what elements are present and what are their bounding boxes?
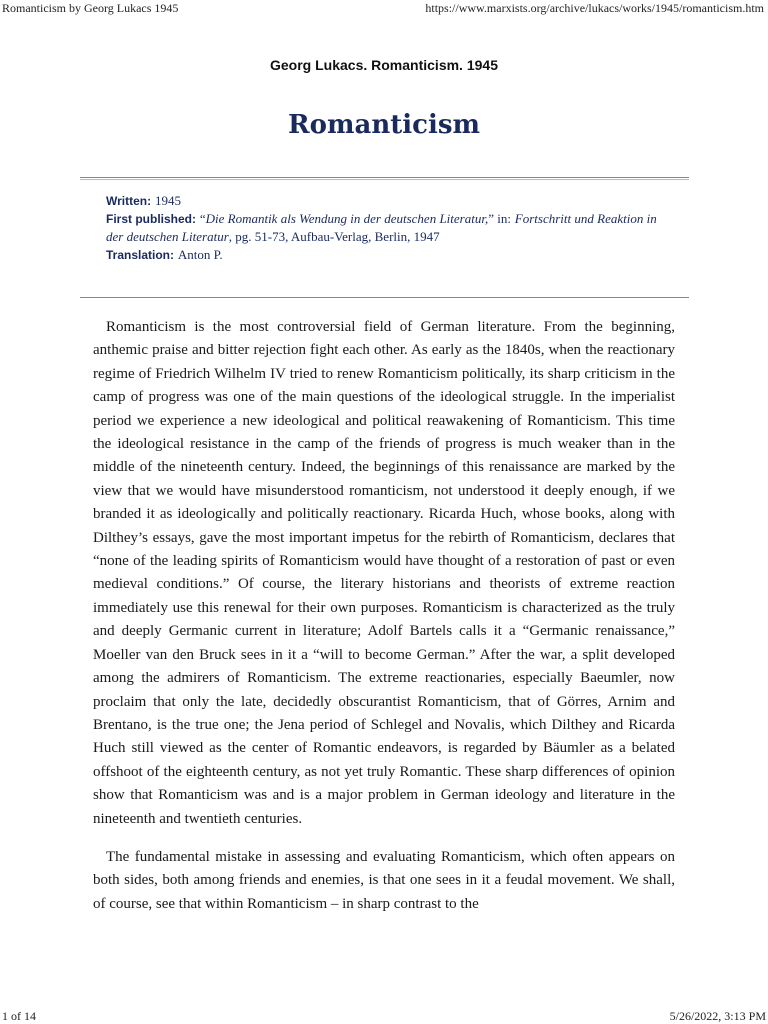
print-header-title: Romanticism by Georg Lukacs 1945 (2, 1, 179, 15)
info-top-divider (80, 177, 689, 180)
published-details: , pg. 51-73, Aufbau-Verlag, Berlin, 1947 (228, 229, 440, 244)
article-body (93, 316, 675, 931)
published-quote-close: ” in: (488, 211, 511, 226)
published-label: First published: (106, 212, 196, 226)
page-title: Romanticism (288, 110, 480, 140)
print-header (0, 0, 768, 16)
published-quote-open: “ (199, 211, 206, 226)
print-datetime: 5/26/2022, 3:13 PM (669, 1009, 766, 1023)
written-value: 1945 (154, 193, 181, 208)
published-article-title: Die Romantik als Wendung in der deutschen Literatur, (205, 211, 489, 226)
document-subtitle: Georg Lukacs. Romanticism. 1945 (270, 57, 498, 73)
info-translation (106, 246, 666, 264)
page-number: 1 of 14 (2, 1009, 36, 1023)
paragraph: The fundamental mistake in assessing and evaluating Romanticism, which often appears on both sides, both among friends and enemies, is that one sees in it a feudal movement. We shall, of course, see that within Romanticism – in sharp contrast to the (93, 848, 675, 912)
written-label: Written: (106, 194, 152, 208)
translation-label: Translation: (106, 248, 175, 262)
translation-value: Anton P. (177, 247, 223, 262)
info-written (106, 192, 666, 210)
info-bottom-divider (80, 297, 689, 298)
info-box (106, 192, 666, 264)
paragraph: Romanticism is the most controversial field of German literature. From the beginning, anthemic praise and bitter rejection fight each other. As early as the 1840s, when the reactionary regime of Friedrich Wilhelm IV tried to renew Romanticism politically, its sharp criticism in the camp of progress was one of the main questions of the ideological struggle. In the imperialist period we experience a new ideological and political reawakening of Romanticism. This time the ideological resistance in the camp of the friends of progress is much weaker than in the middle of the nineteenth century. Indeed, the beginnings of this renaissance are marked by the view that we would have misunderstood romanticism, not understood it deeply enough, if we branded it as ideologically and politically reactionary. Ricarda Huch, whose books, along with Dilthey’s essays, gave the most important impetus for the rebirth of Romanticism, declares that “none of the leading spirits of Romanticism would have thought of a restoration of past or even medieval conditions.” Of course, the literary historians and theorists of extreme reaction immediately use this renewal for their own purposes. Romanticism is characterized as the truly and deeply Germanic current in literature; Adolf Bartels calls it a “Germanic renaissance,” Moeller van den Bruck sees in it a “will to become German.” After the war, a split developed among the admirers of Romanticism. The extreme reactionaries, especially Baeumler, now proclaim that only the late, decidedly obscurantist Romanticism, that of Görres, Arnim and Brentano, is the true one; the Jena period of Schlegel and Novalis, which Dilthey and Ricarda Huch still viewed as the center of Romantic endeavors, is regarded by Bäumler as a belated offshoot of the eighteenth century, as not yet truly Romantic. These sharp differences of opinion show that Romanticism was and is a major problem in German ideology and literature in the nineteenth and twentieth centuries. (93, 319, 675, 827)
published-book-title: Fortschritt und Reaktion in der deutschen Literatur (106, 211, 657, 244)
info-published (106, 210, 666, 246)
print-header-url: https://www.marxists.org/archive/lukacs/works/1945/romanticism.htm (425, 1, 764, 15)
print-footer (0, 1008, 768, 1024)
